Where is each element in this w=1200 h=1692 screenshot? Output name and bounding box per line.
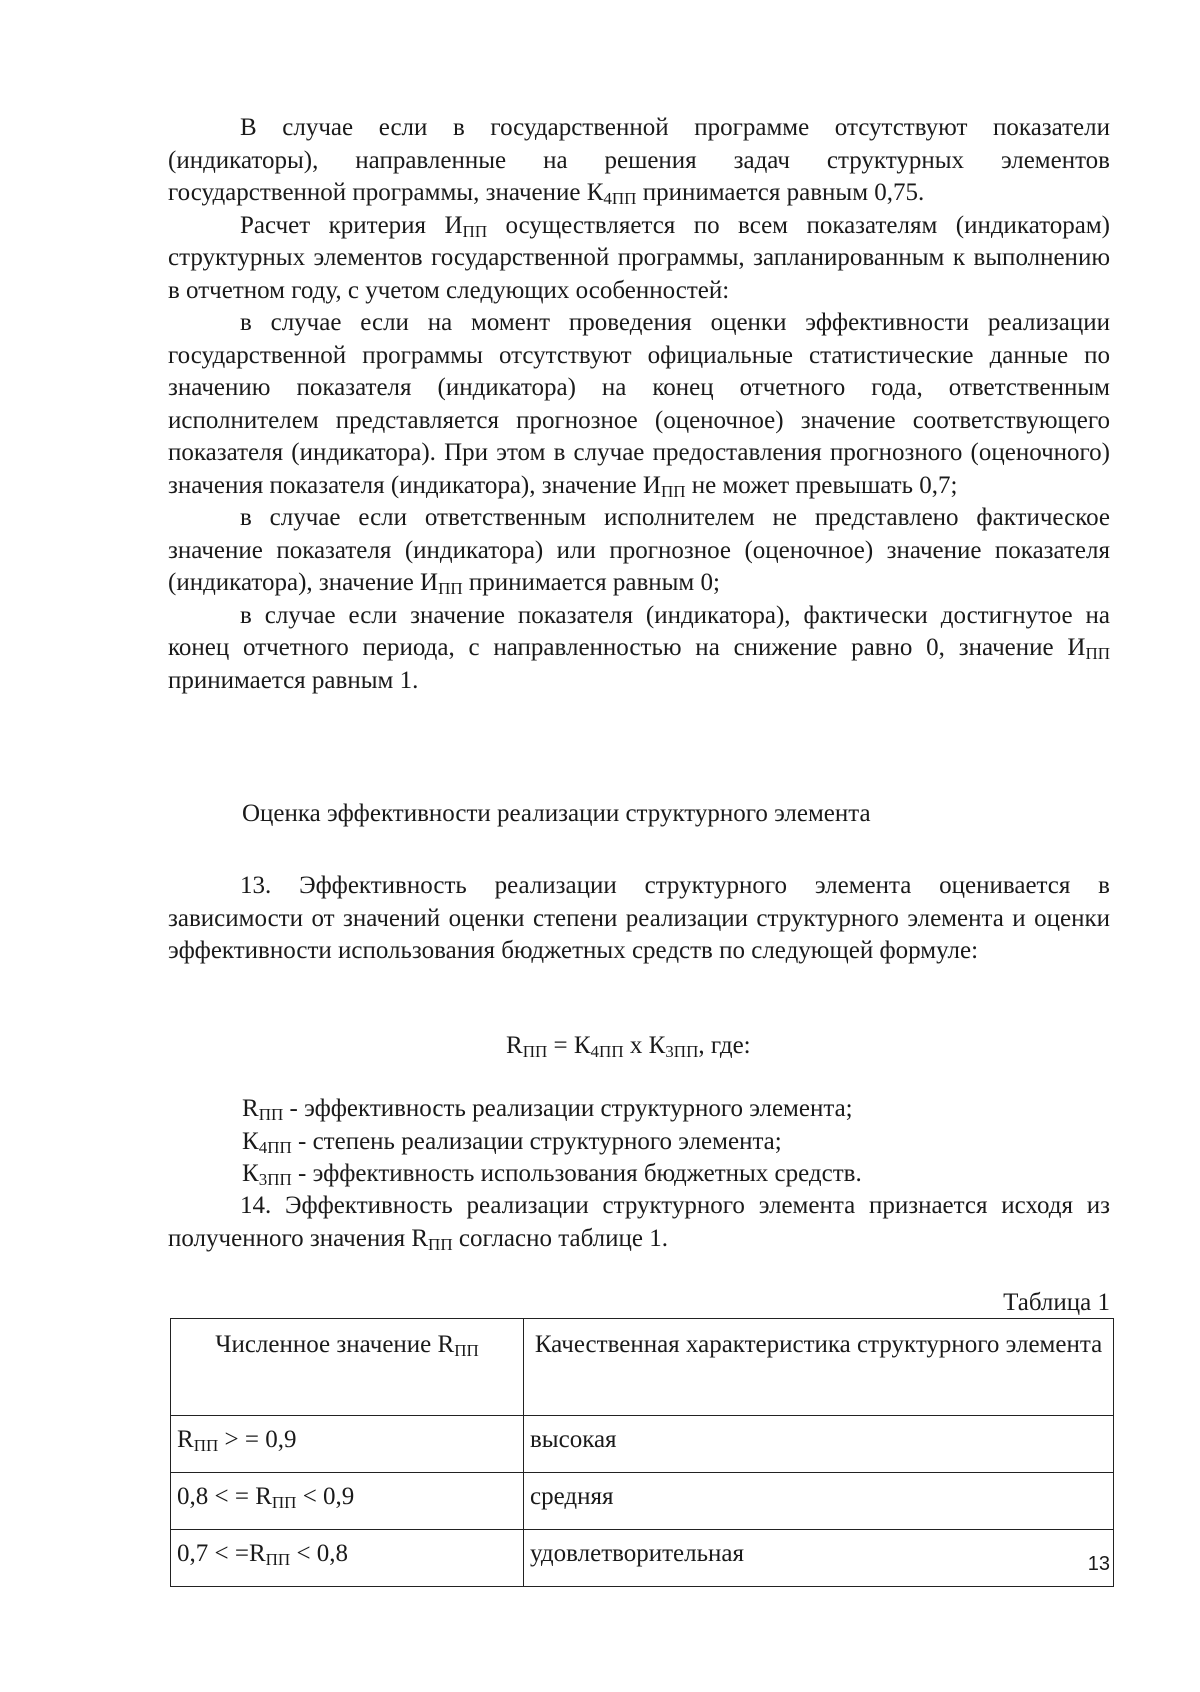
body-text-bottom	[168, 1190, 1110, 1255]
section-heading: Оценка эффективности реализации структурного элемента	[242, 800, 871, 827]
table-cell-value: 0,8 < = $R_{ПП} < 0,9$	[171, 1473, 524, 1530]
paragraph-14: 14. Эффективность реализации структурного элемента признается исходя из полученного значения $R_{ПП}$ согласно таблице 1.	[168, 1192, 1110, 1254]
paragraph-13: 13. Эффективность реализации структурного элемента оценивается в зависимости от значений оценки степени реализации структурного элемента и оценки эффективности использования бюджетных средств по следующей формуле:	[168, 872, 1110, 964]
table-header-value: Численное значение $R_{ПП}$	[171, 1319, 524, 1416]
legend-item-k4: $К_{4ПП}$ - степень реализации структурного элемента;	[242, 1127, 782, 1157]
paragraph-4: в случае если ответственным исполнителем не представлено фактическое значение показателя (индикатора) или прогнозное (оценочное) значение показателя (индикатора), значение $И_{ПП}$ принимается равным 0;	[168, 504, 1110, 598]
table-cell-value: $R_{ПП}$ > = 0,9	[171, 1416, 524, 1473]
legend-item-r: $R_{ПП}$ - эффективность реализации структурного элемента;	[242, 1095, 853, 1124]
efficiency-table	[170, 1318, 1114, 1587]
table-cell-quality: удовлетворительная	[524, 1530, 1114, 1587]
legend-item-k3: $К_{3ПП}$ - эффективность использования бюджетных средств.	[242, 1160, 862, 1189]
body-text-middle	[168, 870, 1110, 968]
table-header-quality: Качественная характеристика структурного элемента	[524, 1319, 1114, 1416]
body-text-top	[168, 112, 1110, 697]
paragraph-5: в случае если значение показателя (индикатора), фактически достигнутое на конец отчетного периода, с направленностью на снижение равно 0, значение $И_{ПП}$ принимается равным 1.	[168, 601, 1110, 694]
table-header-row	[171, 1319, 1114, 1416]
formula-legend	[168, 1093, 1110, 1191]
paragraph-1: В случае если в государственной программе отсутствуют показатели (индикаторы), направленные на решения задач структурных элементов государственной программы, значение $К_{4ПП}$ принимается равным 0,75.	[168, 114, 1110, 208]
table-row	[171, 1530, 1114, 1587]
formula: $R_{ПП} = К_{4ПП}$ х $К_{3ПП}$, где:	[506, 1032, 751, 1061]
table-caption: Таблица 1	[1003, 1289, 1110, 1316]
table-cell-quality: средняя	[524, 1473, 1114, 1530]
table-row	[171, 1416, 1114, 1473]
table-cell-quality: высокая	[524, 1416, 1114, 1473]
paragraph-2: Расчет критерия $И_{ПП}$ осуществляется по всем показателям (индикаторам) структурных элементов государственной программы, запланированным к выполнению в отчетном году, с учетом следующих особенностей:	[168, 211, 1110, 304]
table-cell-value: $0,7 < =R_{ПП} < 0,8$	[171, 1530, 524, 1587]
page-number: 13	[1087, 1553, 1110, 1575]
paragraph-3: в случае если на момент проведения оценки эффективности реализации государственной программы отсутствуют официальные статистические данные по значению показателя (индикатора) на конец отчетного года, ответственным исполнителем представляется прогнозное (оценочное) значение соответствующего показателя (индикатора). При этом в случае предоставления прогнозного (оценочного) значения показателя (индикатора), значение $И_{ПП}$ не может превышать 0,7;	[168, 309, 1110, 501]
table-row	[171, 1473, 1114, 1530]
